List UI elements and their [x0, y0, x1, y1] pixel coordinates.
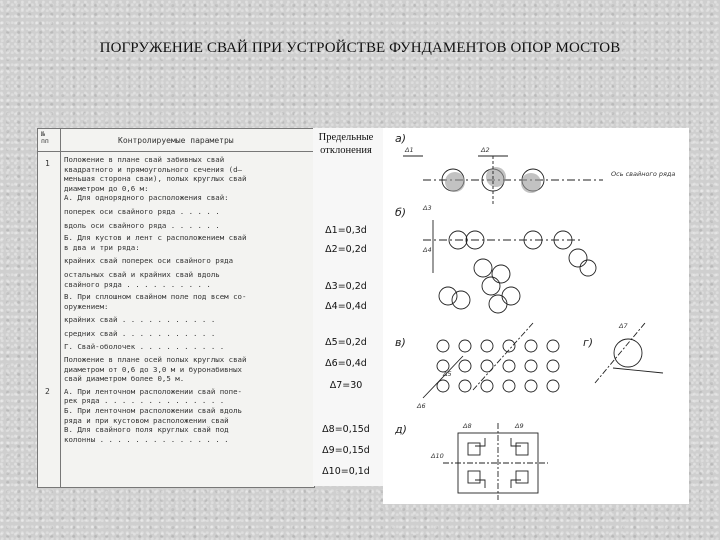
table-line: меньшая сторона сваи), полых круглых свай — [64, 174, 247, 184]
figure-label-b: б) — [395, 206, 407, 219]
pile-circle — [439, 287, 457, 305]
pile-circle — [580, 260, 596, 276]
tolerance-value: Δ8=0,15d — [322, 424, 370, 435]
table-line: колонны . . . . . . . . . . . . . . . — [64, 434, 229, 444]
table-line: свайного ряда . . . . . . . . . . — [64, 279, 211, 289]
table-line: в два и три ряда: — [64, 242, 140, 252]
table-rows — [64, 155, 308, 444]
table-line: диаметром до 0,6 м: — [64, 183, 149, 193]
controlled-parameters-table — [37, 128, 315, 488]
tolerance-value: Δ1=0,3d — [325, 225, 367, 236]
pile-shifted — [445, 172, 465, 192]
table-line: оружением: — [64, 301, 109, 311]
pile-square — [468, 471, 480, 483]
pile-circle — [482, 277, 500, 295]
table-line: квадратного и прямоугольного сечения (d— — [64, 164, 242, 174]
table-line: Б. Для кустов и лент с расположением свай — [64, 233, 247, 243]
tolerance-value: Δ2=0,2d — [325, 244, 367, 255]
delta-mark: Δ4 — [423, 246, 432, 254]
pile-circle — [489, 295, 507, 313]
tolerance-value: Δ6=0,4d — [325, 358, 367, 369]
table-header — [38, 129, 314, 152]
table-line: А. При ленточном расположении свай попе- — [64, 386, 242, 396]
pile-shifted — [521, 173, 541, 193]
table-line: поперек оси свайного ряда . . . . . — [64, 206, 220, 216]
dimension-line — [613, 368, 663, 373]
delta-mark: Δ3 — [423, 204, 432, 212]
delta-mark: Δ2 — [481, 146, 490, 154]
delta-mark: Δ5 — [443, 370, 452, 378]
table-line: рек ряда . . . . . . . . . . . . . . — [64, 396, 225, 406]
pile-circle — [492, 265, 510, 283]
figure-label-g: г) — [583, 336, 594, 349]
pile-circle — [502, 287, 520, 305]
table-header-number: № пп — [41, 130, 49, 145]
pile-deviation-diagrams — [383, 128, 689, 504]
table-line: Положение в плане свай забивных свай — [64, 155, 225, 164]
delta-mark: Δ7 — [619, 322, 628, 330]
figure-label-d: д) — [395, 423, 407, 436]
table-row-number: 2 — [45, 387, 50, 396]
tolerance-value: Δ3=0,2d — [325, 281, 367, 292]
delta-mark: Δ8 — [463, 422, 472, 430]
delta-mark: Δ10 — [431, 452, 444, 460]
table-line: остальных свай и крайних свай вдоль — [64, 269, 220, 279]
table-line: ряда и при кустовом расположении свай — [64, 415, 229, 425]
figure-label-a: а) — [395, 132, 407, 145]
table-line: диаметром от 0,6 до 3,0 м и буронабивных — [64, 364, 242, 374]
table-column-divider — [60, 129, 61, 487]
table-line: Б. При ленточном расположении свай вдоль — [64, 406, 242, 416]
pile-circle — [452, 291, 470, 309]
tolerance-value: Δ7=30 — [329, 380, 363, 391]
table-line: вдоль оси свайного ряда . . . . . . — [64, 220, 220, 230]
pile-shifted — [486, 167, 506, 187]
table-row-number: 1 — [45, 159, 50, 168]
axis-label: Ось свайного ряда — [611, 170, 676, 178]
tolerance-value: Δ10=0,1d — [322, 466, 370, 477]
table-line: Г. Свай-оболочек . . . . . . . . . . — [64, 341, 225, 351]
tolerance-value: Δ9=0,15d — [322, 445, 370, 456]
diagram-canvas — [383, 128, 689, 504]
delta-mark: Δ1 — [405, 146, 414, 154]
table-line: В. При сплошном свайном поле под всем со- — [64, 292, 247, 302]
pile-circle — [474, 259, 492, 277]
table-line: средних свай . . . . . . . . . . . — [64, 328, 216, 338]
delta-mark: Δ6 — [417, 402, 426, 410]
tolerance-value: Δ4=0,4d — [325, 301, 367, 312]
pile-field-grid — [437, 340, 559, 392]
shell-pile-axis-line — [595, 323, 645, 383]
pile-square — [516, 443, 528, 455]
table-header-parameters: Контролируемые параметры — [118, 136, 234, 145]
diagonal-axis-line — [473, 323, 533, 390]
slide-title: ПОГРУЖЕНИЕ СВАЙ ПРИ УСТРОЙСТВЕ ФУНДАМЕНТОВ ОПОР МОСТОВ — [99, 40, 621, 56]
table-line: А. Для однорядного расположения свай: — [64, 193, 229, 203]
table-line: крайних свай поперек оси свайного ряда — [64, 256, 234, 266]
tolerance-value: Δ5=0,2d — [325, 337, 367, 348]
figure-label-v: в) — [395, 336, 406, 349]
table-line: крайних свай . . . . . . . . . . . — [64, 315, 216, 325]
delta-mark: Δ9 — [515, 422, 524, 430]
pile-square — [468, 443, 480, 455]
pile-square — [516, 471, 528, 483]
table-line: свай диаметром более 0,5 м. — [64, 374, 185, 384]
tolerance-header: Предельные отклонения — [318, 132, 374, 156]
table-line: В. Для свайного поля круглых свай под — [64, 425, 229, 435]
pile-circle — [569, 249, 587, 267]
table-line: Положение в плане осей полых круглых свай — [64, 355, 247, 365]
